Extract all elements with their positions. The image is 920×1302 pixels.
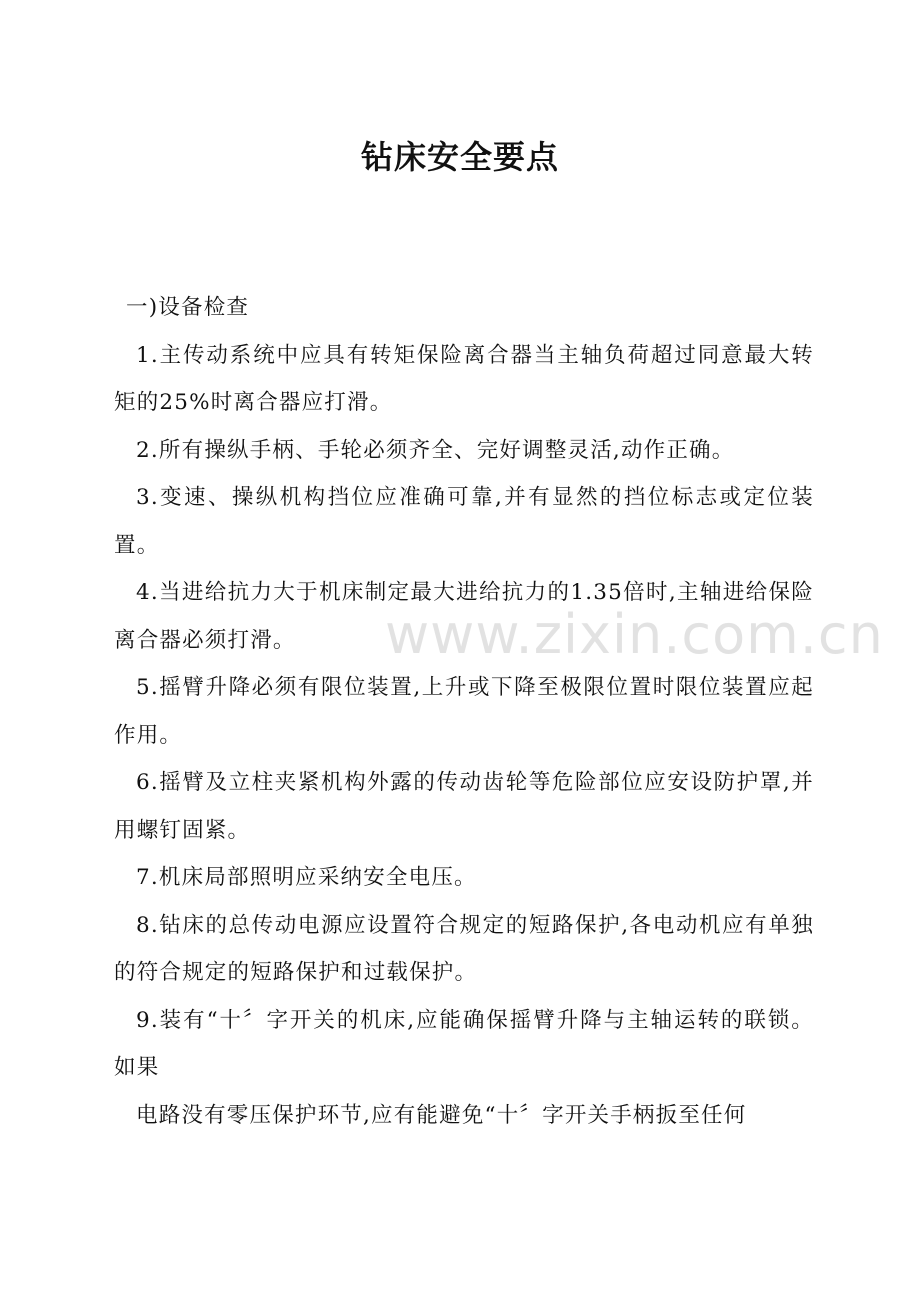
paragraph-9: 9.装有“十〞字开关的机床,应能确保摇臂升降与主轴运转的联锁。如果	[114, 1007, 814, 1080]
paragraph-8: 8.钻床的总传动电源应设置符合规定的短路保护,各电动机应有单独的符合规定的短路保护和过载保护。	[114, 912, 814, 985]
paragraph-6: 6.摇臂及立柱夹紧机构外露的传动齿轮等危险部位应安设防护罩,并用螺钉固紧。	[114, 770, 814, 843]
watermark: www.zixin.com.cn	[385, 603, 884, 666]
paragraph-5: 5.摇臂升降必须有限位装置,上升或下降至极限位置时限位装置应起作用。	[114, 675, 814, 748]
paragraph-1: 1.主传动系统中应具有转矩保险离合器当主轴负荷超过同意最大转矩的25%时离合器应打滑。	[114, 342, 814, 415]
paragraph-9-continued: 电路没有零压保护环节,应有能避免“十〞字开关手柄扳至任何	[136, 1102, 747, 1128]
paragraph-4: 4.当进给抗力大于机床制定最大进给抗力的1.35倍时,主轴进给保险离合器必须打滑。	[114, 580, 814, 653]
paragraph-3: 3.变速、操纵机构挡位应准确可靠,并有显然的挡位标志或定位装置。	[114, 485, 814, 558]
paragraph-2: 2.所有操纵手柄、手轮必须齐全、完好调整灵活,动作正确。	[136, 437, 735, 463]
document-title: 钻床安全要点	[360, 138, 559, 176]
paragraph-7: 7.机床局部照明应采纳安全电压。	[136, 865, 477, 890]
document-body	[114, 284, 814, 1139]
section-heading-equipment-check: 一)设备检查	[126, 295, 250, 320]
